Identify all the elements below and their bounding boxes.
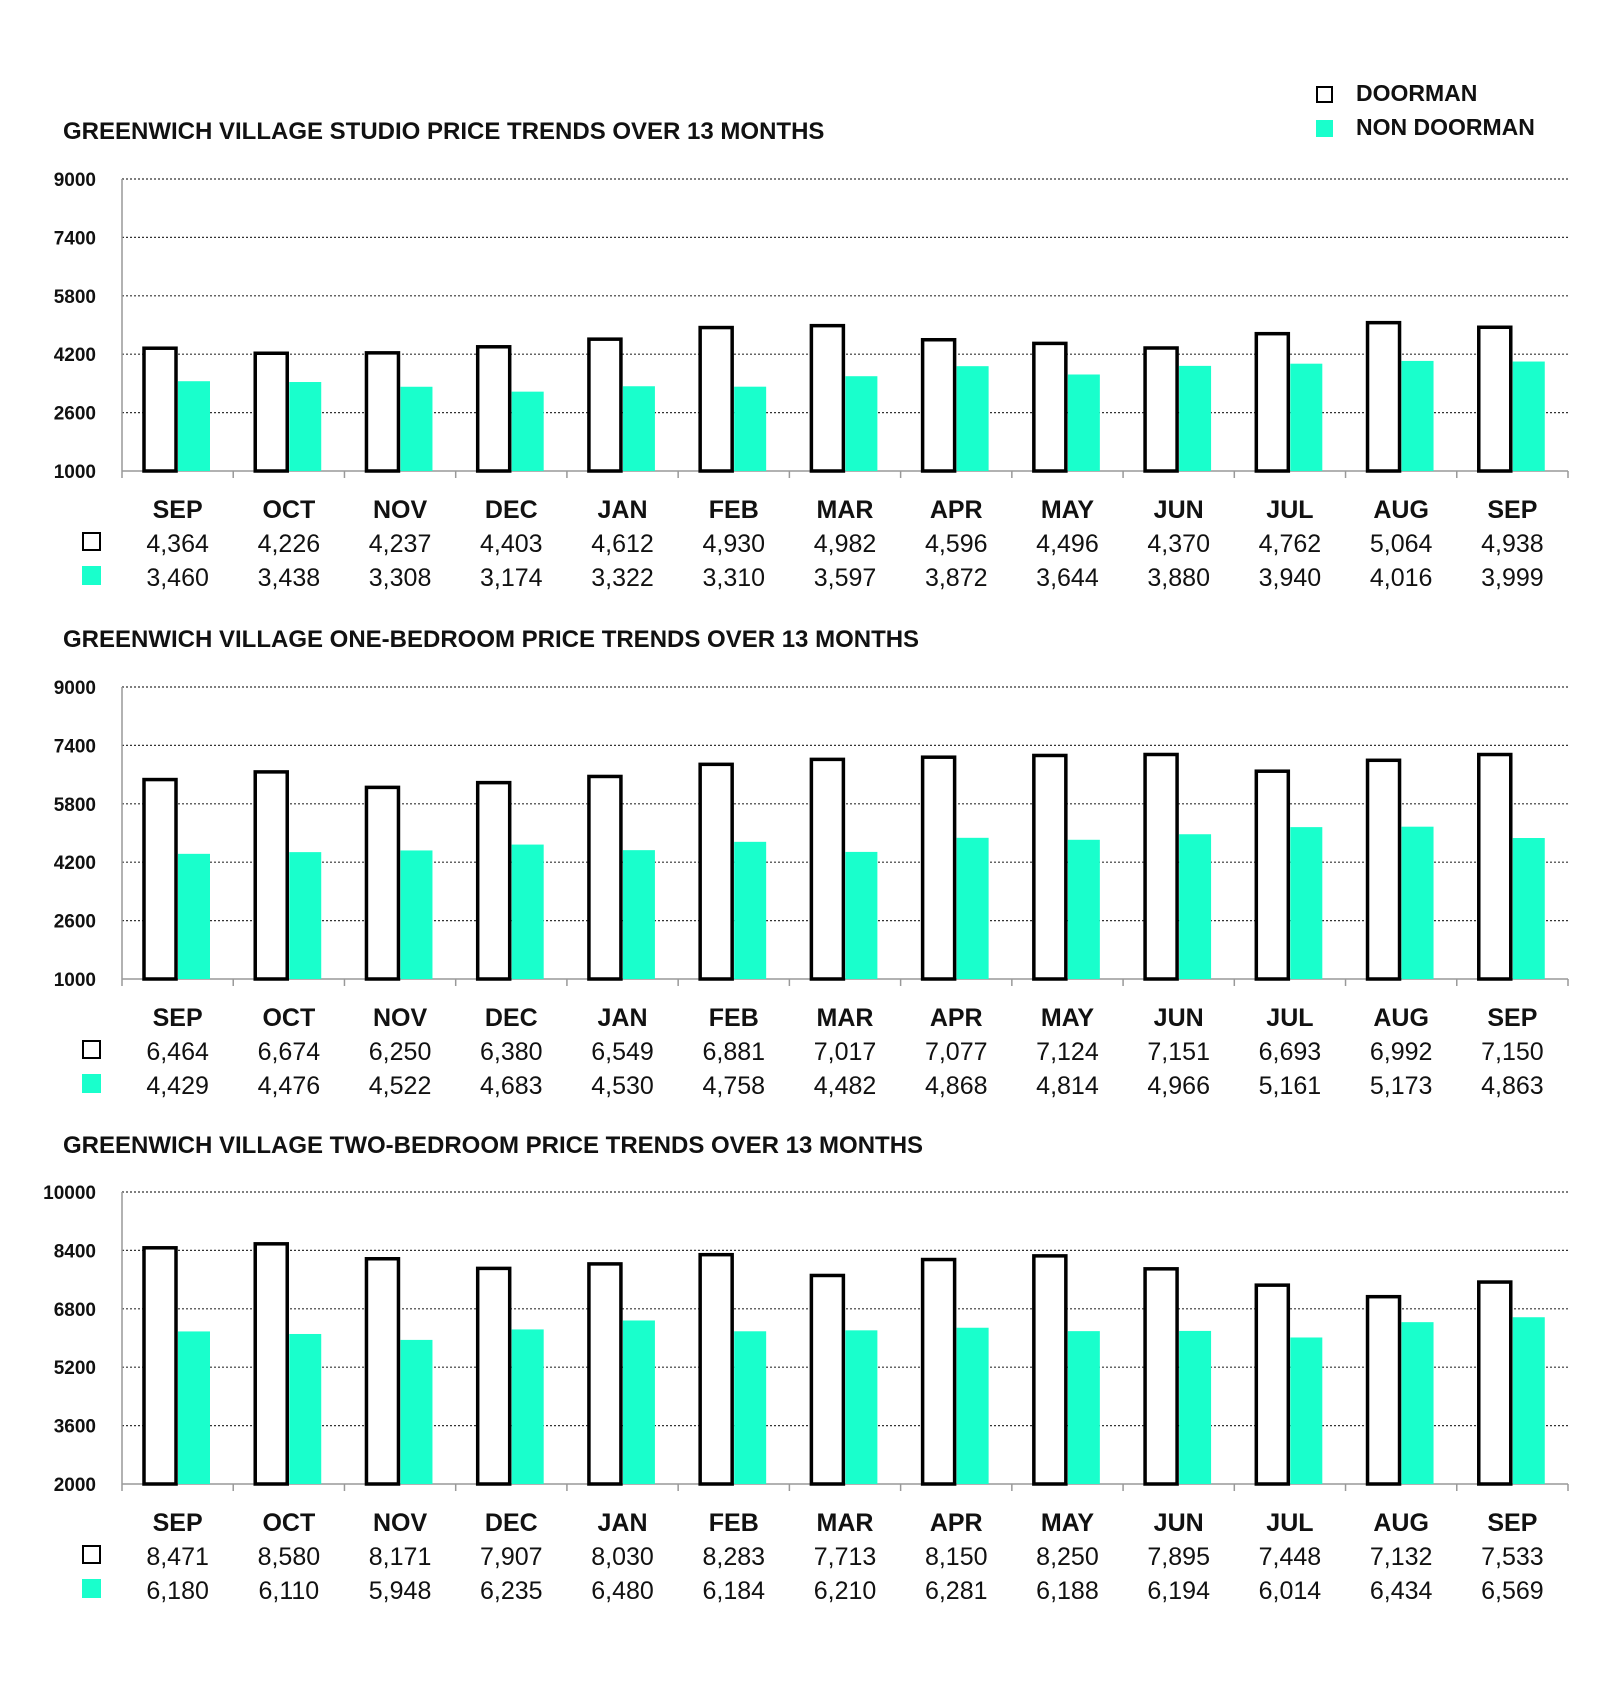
data-label-doorman: 6,693 (1258, 1038, 1322, 1066)
bar-nondoorman (1068, 374, 1100, 471)
row-marker-nondoorman (82, 1579, 101, 1598)
data-label-nondoorman: 3,940 (1258, 564, 1322, 592)
data-label-doorman: 6,674 (257, 1038, 321, 1066)
chart-title-one-bedroom: GREENWICH VILLAGE ONE-BEDROOM PRICE TRENDS OVER 13 MONTHS (63, 626, 920, 653)
data-label-nondoorman: 3,872 (924, 564, 988, 592)
x-tick-label: NOV (372, 496, 428, 524)
data-label-doorman: 8,030 (591, 1543, 654, 1571)
bar-doorman (1479, 1282, 1511, 1484)
data-label-doorman: 4,237 (368, 530, 432, 558)
bar-nondoorman (1179, 1331, 1211, 1484)
y-tick-label: 5200 (53, 1358, 96, 1380)
bar-doorman (923, 757, 955, 979)
x-tick-label: JUL (1266, 1509, 1314, 1537)
bar-doorman (1145, 754, 1177, 979)
data-label-nondoorman: 6,194 (1147, 1577, 1210, 1605)
data-label-nondoorman: 3,597 (813, 564, 877, 592)
data-label-nondoorman: 4,522 (368, 1072, 432, 1100)
data-label-nondoorman: 5,161 (1258, 1072, 1322, 1100)
data-label-nondoorman: 4,429 (146, 1072, 209, 1100)
data-label-nondoorman: 3,308 (368, 564, 432, 592)
bar-doorman (366, 1259, 398, 1484)
data-label-doorman: 6,992 (1369, 1038, 1433, 1066)
bar-nondoorman (623, 1320, 655, 1484)
y-tick-label: 8400 (53, 1241, 96, 1263)
x-tick-label: OCT (262, 1004, 316, 1032)
bar-nondoorman (1402, 827, 1434, 979)
bar-doorman (255, 772, 287, 979)
chart-title-studio: GREENWICH VILLAGE STUDIO PRICE TRENDS OVER 13 MONTHS (63, 118, 825, 145)
row-marker-doorman (83, 1041, 100, 1058)
data-label-nondoorman: 3,644 (1036, 564, 1099, 592)
data-label-doorman: 7,907 (480, 1543, 543, 1571)
bar-nondoorman (957, 838, 989, 979)
data-label-doorman: 7,132 (1369, 1543, 1433, 1571)
bar-doorman (589, 1264, 621, 1484)
data-label-doorman: 8,250 (1036, 1543, 1099, 1571)
y-tick-label: 7400 (53, 228, 96, 250)
y-tick-label: 10000 (43, 1183, 96, 1204)
data-label-doorman: 8,471 (146, 1543, 209, 1571)
bar-doorman (923, 1260, 955, 1484)
x-tick-label: AUG (1373, 496, 1429, 524)
legend-swatch-doorman (1316, 86, 1333, 103)
y-tick-label: 7400 (53, 736, 96, 758)
x-tick-label: JAN (597, 1004, 648, 1032)
data-label-doorman: 7,895 (1147, 1543, 1210, 1571)
chart-studio (0, 165, 1600, 605)
bar-nondoorman (845, 1330, 877, 1484)
bar-nondoorman (734, 387, 766, 471)
y-tick-label: 9000 (53, 170, 96, 191)
row-marker-doorman (83, 1546, 100, 1563)
bar-nondoorman (289, 382, 321, 471)
bar-nondoorman (845, 852, 877, 979)
bar-doorman (700, 764, 732, 979)
data-label-doorman: 7,017 (813, 1038, 877, 1066)
data-label-nondoorman: 6,210 (813, 1577, 877, 1605)
row-marker-nondoorman (82, 566, 101, 585)
bar-doorman (1034, 755, 1066, 979)
bar-nondoorman (289, 1334, 321, 1484)
x-tick-label: AUG (1373, 1004, 1429, 1032)
data-label-nondoorman: 3,460 (146, 564, 209, 592)
x-tick-label: APR (929, 496, 983, 524)
x-tick-label: SEP (152, 1509, 203, 1537)
data-label-doorman: 7,533 (1481, 1543, 1544, 1571)
bar-nondoorman (1290, 364, 1322, 471)
x-tick-label: MAY (1040, 1004, 1095, 1032)
y-tick-label: 5800 (53, 794, 96, 816)
data-label-nondoorman: 3,999 (1481, 564, 1544, 592)
chart-two-bedroom (0, 1178, 1600, 1618)
bar-doorman (144, 1248, 176, 1484)
x-tick-label: OCT (262, 496, 316, 524)
bar-doorman (923, 340, 955, 471)
x-tick-label: JUL (1266, 1004, 1314, 1032)
bar-nondoorman (734, 1331, 766, 1484)
data-label-nondoorman: 6,180 (146, 1577, 209, 1605)
data-label-doorman: 8,150 (924, 1543, 988, 1571)
x-tick-label: AUG (1373, 1509, 1429, 1537)
data-label-doorman: 8,580 (257, 1543, 321, 1571)
y-tick-label: 1000 (53, 970, 96, 991)
bar-doorman (1479, 755, 1511, 979)
bar-nondoorman (1513, 838, 1545, 979)
bar-nondoorman (1290, 827, 1322, 979)
data-label-doorman: 6,250 (368, 1038, 432, 1066)
x-tick-label: SEP (1487, 1509, 1538, 1537)
bar-nondoorman (1290, 1337, 1322, 1484)
data-label-doorman: 4,930 (702, 530, 766, 558)
data-label-nondoorman: 6,434 (1369, 1577, 1433, 1605)
y-tick-label: 2600 (53, 403, 96, 425)
bar-nondoorman (512, 1329, 544, 1484)
x-tick-label: OCT (262, 1509, 316, 1537)
bar-nondoorman (512, 845, 544, 979)
data-label-doorman: 4,982 (813, 530, 877, 558)
bar-doorman (811, 326, 843, 471)
x-tick-label: APR (929, 1509, 983, 1537)
y-tick-label: 4200 (53, 345, 96, 367)
x-tick-label: SEP (152, 496, 203, 524)
x-tick-label: JUL (1266, 496, 1314, 524)
bar-doorman (366, 353, 398, 471)
data-label-nondoorman: 4,863 (1481, 1072, 1544, 1100)
data-label-doorman: 4,364 (146, 530, 209, 558)
legend-swatch-nondoorman (1316, 120, 1333, 137)
row-marker-nondoorman (82, 1074, 101, 1093)
bar-nondoorman (178, 854, 210, 979)
chart-title-two-bedroom: GREENWICH VILLAGE TWO-BEDROOM PRICE TRENDS OVER 13 MONTHS (63, 1132, 924, 1159)
x-tick-label: SEP (1487, 1004, 1538, 1032)
bar-doorman (144, 348, 176, 471)
x-tick-label: DEC (484, 1004, 538, 1032)
bar-nondoorman (512, 392, 544, 471)
data-label-doorman: 6,464 (146, 1038, 209, 1066)
x-tick-label: NOV (372, 1004, 428, 1032)
x-tick-label: JUN (1153, 1004, 1204, 1032)
data-label-doorman: 8,171 (368, 1543, 432, 1571)
data-label-doorman: 4,370 (1147, 530, 1210, 558)
x-tick-label: JAN (597, 1509, 648, 1537)
bar-nondoorman (178, 381, 210, 471)
x-tick-label: SEP (1487, 496, 1538, 524)
bar-nondoorman (1402, 1322, 1434, 1484)
data-label-doorman: 4,596 (924, 530, 988, 558)
data-label-doorman: 4,762 (1258, 530, 1322, 558)
x-tick-label: MAR (816, 1004, 874, 1032)
x-tick-label: DEC (484, 1509, 538, 1537)
data-label-nondoorman: 6,188 (1036, 1577, 1099, 1605)
bar-nondoorman (845, 376, 877, 471)
data-label-nondoorman: 4,814 (1036, 1072, 1099, 1100)
data-label-nondoorman: 3,438 (257, 564, 321, 592)
bar-nondoorman (1179, 834, 1211, 979)
y-tick-label: 9000 (53, 678, 96, 699)
bar-doorman (1256, 771, 1288, 979)
data-label-doorman: 7,150 (1481, 1038, 1544, 1066)
bar-doorman (589, 776, 621, 979)
data-label-nondoorman: 6,235 (480, 1577, 543, 1605)
data-label-doorman: 4,496 (1036, 530, 1099, 558)
bar-nondoorman (400, 850, 432, 979)
bar-nondoorman (1179, 366, 1211, 471)
data-label-doorman: 5,064 (1369, 530, 1433, 558)
x-tick-label: MAY (1040, 1509, 1095, 1537)
x-tick-label: JUN (1153, 1509, 1204, 1537)
bar-doorman (811, 759, 843, 979)
x-tick-label: APR (929, 1004, 983, 1032)
y-tick-label: 2000 (53, 1475, 96, 1496)
bar-nondoorman (400, 1340, 432, 1484)
bar-nondoorman (1402, 361, 1434, 471)
bar-nondoorman (1513, 362, 1545, 471)
bar-doorman (700, 1255, 732, 1484)
data-label-nondoorman: 6,110 (258, 1577, 320, 1605)
data-label-doorman: 7,713 (813, 1543, 877, 1571)
data-label-doorman: 6,881 (702, 1038, 766, 1066)
data-label-nondoorman: 6,281 (924, 1577, 988, 1605)
bar-doorman (1368, 1297, 1400, 1484)
bar-doorman (1034, 1256, 1066, 1484)
y-tick-label: 4200 (53, 853, 96, 875)
data-label-nondoorman: 4,482 (813, 1072, 877, 1100)
data-label-nondoorman: 6,569 (1481, 1577, 1544, 1605)
bar-nondoorman (623, 850, 655, 979)
bar-doorman (1034, 343, 1066, 471)
data-label-doorman: 4,226 (257, 530, 321, 558)
x-tick-label: MAR (816, 1509, 874, 1537)
bar-nondoorman (178, 1331, 210, 1484)
bar-nondoorman (623, 386, 655, 471)
data-label-doorman: 4,938 (1481, 530, 1544, 558)
x-tick-label: FEB (708, 1509, 759, 1537)
bar-doorman (366, 787, 398, 979)
data-label-nondoorman: 4,683 (480, 1072, 543, 1100)
data-label-doorman: 8,283 (702, 1543, 766, 1571)
x-tick-label: DEC (484, 496, 538, 524)
bar-doorman (478, 347, 510, 471)
data-label-nondoorman: 6,480 (591, 1577, 654, 1605)
bar-doorman (589, 339, 621, 471)
x-tick-label: FEB (708, 496, 759, 524)
bar-doorman (478, 1268, 510, 1484)
data-label-nondoorman: 4,868 (924, 1072, 988, 1100)
data-label-nondoorman: 3,322 (591, 564, 654, 592)
chart-one-bedroom (0, 673, 1600, 1113)
legend-label-doorman: DOORMAN (1356, 80, 1478, 106)
y-tick-label: 3600 (53, 1416, 96, 1438)
data-label-doorman: 6,549 (591, 1038, 654, 1066)
data-label-nondoorman: 3,174 (480, 564, 543, 592)
legend-label-nondoorman: NON DOORMAN (1356, 114, 1535, 140)
bar-doorman (1145, 1269, 1177, 1484)
y-tick-label: 6800 (53, 1299, 96, 1321)
bar-doorman (1368, 760, 1400, 979)
data-label-nondoorman: 6,014 (1258, 1577, 1322, 1605)
data-label-doorman: 4,403 (480, 530, 543, 558)
x-tick-label: FEB (708, 1004, 759, 1032)
data-label-nondoorman: 4,530 (591, 1072, 654, 1100)
data-label-nondoorman: 5,173 (1369, 1072, 1433, 1100)
row-marker-doorman (83, 533, 100, 550)
data-label-doorman: 7,151 (1147, 1038, 1210, 1066)
data-label-nondoorman: 4,966 (1147, 1072, 1210, 1100)
y-tick-label: 2600 (53, 911, 96, 933)
x-tick-label: SEP (152, 1004, 203, 1032)
bar-doorman (1479, 327, 1511, 471)
bar-doorman (144, 780, 176, 979)
data-label-nondoorman: 4,476 (257, 1072, 321, 1100)
x-tick-label: MAR (816, 496, 874, 524)
bar-doorman (1368, 323, 1400, 471)
bar-doorman (1256, 1285, 1288, 1484)
data-label-nondoorman: 3,880 (1147, 564, 1210, 592)
bar-nondoorman (400, 387, 432, 471)
data-label-nondoorman: 5,948 (368, 1577, 432, 1605)
data-label-doorman: 7,124 (1036, 1038, 1099, 1066)
x-tick-label: JUN (1153, 496, 1204, 524)
data-label-doorman: 7,448 (1258, 1543, 1322, 1571)
data-label-doorman: 6,380 (480, 1038, 543, 1066)
bar-nondoorman (734, 842, 766, 979)
x-tick-label: MAY (1040, 496, 1095, 524)
data-label-doorman: 7,077 (924, 1038, 988, 1066)
bar-nondoorman (1513, 1317, 1545, 1484)
data-label-nondoorman: 4,016 (1369, 564, 1433, 592)
bar-doorman (700, 328, 732, 471)
bar-doorman (255, 353, 287, 471)
bar-nondoorman (957, 366, 989, 471)
bar-doorman (1145, 348, 1177, 471)
x-tick-label: JAN (597, 496, 648, 524)
bar-nondoorman (957, 1328, 989, 1484)
y-tick-label: 5800 (53, 286, 96, 308)
bar-nondoorman (1068, 1331, 1100, 1484)
data-label-doorman: 4,612 (591, 530, 654, 558)
data-label-nondoorman: 3,310 (702, 564, 766, 592)
bar-doorman (478, 783, 510, 979)
y-tick-label: 1000 (53, 462, 96, 483)
bar-doorman (255, 1244, 287, 1484)
bar-doorman (1256, 334, 1288, 471)
x-tick-label: NOV (372, 1509, 428, 1537)
data-label-nondoorman: 6,184 (702, 1577, 766, 1605)
data-label-nondoorman: 4,758 (702, 1072, 766, 1100)
bar-nondoorman (289, 852, 321, 979)
bar-nondoorman (1068, 840, 1100, 979)
bar-doorman (811, 1275, 843, 1484)
